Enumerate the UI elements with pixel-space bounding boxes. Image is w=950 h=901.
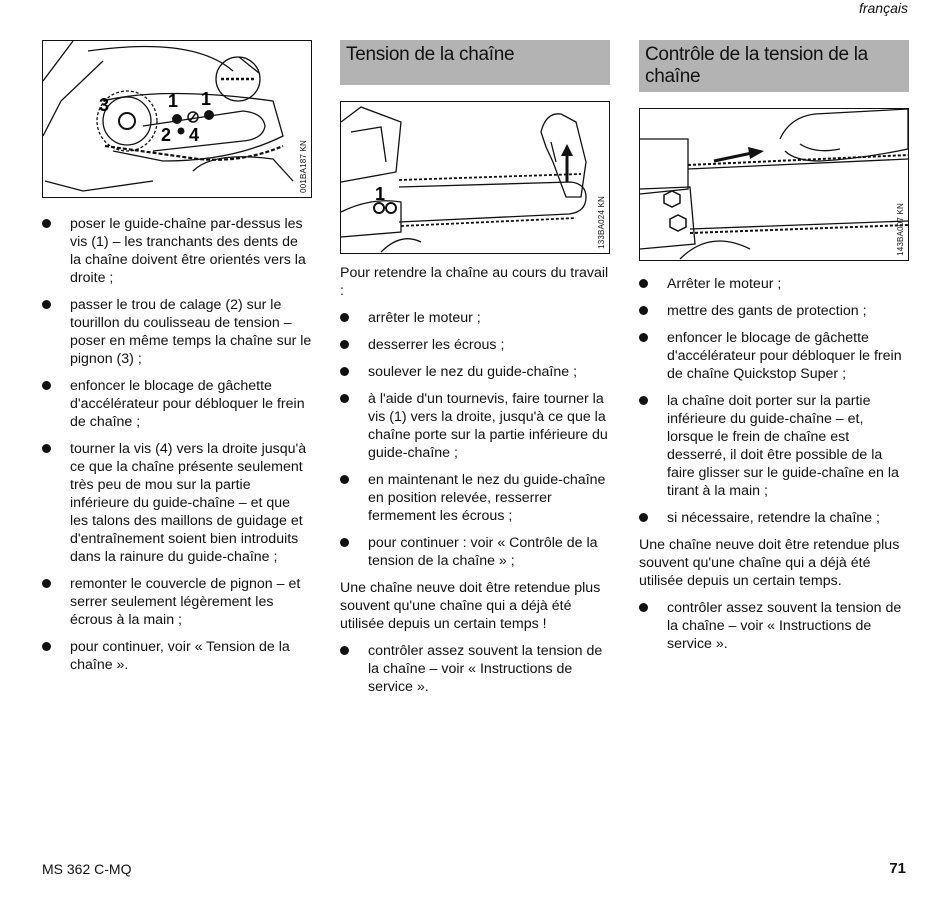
list-item: passer le trou de calage (2) sur le tourillon du coulisseau de tension – poser en même temps la chaîne sur le pignon (3) ; (42, 296, 312, 368)
list-item: enfoncer le blocage de gâchette d'accélérateur pour débloquer le frein de chaîne ; (42, 377, 312, 431)
list-item: remonter le couvercle de pignon – et serrer seulement légèrement les écrous à la main ; (42, 575, 312, 629)
bullet-icon (340, 475, 349, 484)
section-heading-tension: Tension de la chaîne (340, 40, 610, 85)
column-1 (42, 40, 312, 683)
figure-code: 143BA007 KN (896, 203, 905, 256)
bullet-icon (42, 300, 51, 309)
callout-2: 2 (161, 125, 172, 145)
bullet-icon (42, 642, 51, 651)
bullet-icon (639, 513, 648, 522)
callout-1: 1 (375, 184, 386, 204)
list-item: desserrer les écrous ; (340, 336, 610, 354)
column-3 (639, 40, 909, 662)
bullet-list (639, 275, 909, 527)
bullet-icon (639, 306, 648, 315)
check-tension-illustration (640, 109, 910, 262)
figure-code: 001BA187 KN (299, 140, 308, 193)
list-item: Arrêter le moteur ; (639, 275, 909, 293)
bullet-icon (639, 333, 648, 342)
callout-3: 3 (99, 95, 110, 115)
bullet-icon (340, 394, 349, 403)
list-item: contrôler assez souvent la tension de la chaîne – voir « Instructions de service ». (639, 599, 909, 653)
callout-4: 4 (189, 125, 200, 145)
callout-1a: 1 (168, 91, 179, 111)
figure-bar-mounting (42, 40, 312, 198)
list-item: tourner la vis (4) vers la droite jusqu'à ce que la chaîne présente seulement très peu de mou sur la partie inférieure du guide-chaîne – et que les talons des maillons de guidage et d'entraînement soient bien introduits dans la rainure du guide-chaîne ; (42, 440, 312, 566)
bullet-icon (42, 219, 51, 228)
bullet-icon (340, 340, 349, 349)
model-label: MS 362 C-MQ (42, 861, 132, 877)
tensioning-illustration (341, 102, 611, 255)
bar-mounting-illustration (43, 41, 313, 199)
bullet-icon (42, 579, 51, 588)
language-label: français (858, 0, 908, 16)
list-item: soulever le nez du guide-chaîne ; (340, 363, 610, 381)
list-item: mettre des gants de protection ; (639, 302, 909, 320)
list-item: pour continuer : voir « Contrôle de la tension de la chaîne » ; (340, 534, 610, 570)
note-text: Une chaîne neuve doit être retendue plus souvent qu'une chaîne qui a déjà été utilisée depuis un certain temps ! (340, 580, 601, 632)
bullet-icon (639, 279, 648, 288)
callout-1b: 1 (201, 89, 212, 109)
note-text: Une chaîne neuve doit être retendue plus souvent qu'une chaîne qui a déjà été utilisée depuis un certain temps. (639, 537, 900, 589)
bullet-icon (340, 367, 349, 376)
bullet-list (42, 215, 312, 674)
list-item: contrôler assez souvent la tension de la chaîne – voir « Instructions de service ». (340, 642, 610, 696)
list-item: poser le guide-chaîne par-dessus les vis (1) – les tranchants des dents de la chaîne doivent être orientés vers la droite ; (42, 215, 312, 287)
bullet-list-2 (340, 642, 610, 696)
bullet-icon (639, 603, 648, 612)
bullet-list-2 (639, 599, 909, 653)
section-heading-check: Contrôle de la tension de la chaîne (639, 40, 909, 92)
list-item: pour continuer, voir « Tension de la chaîne ». (42, 638, 312, 674)
list-item: en maintenant le nez du guide-chaîne en position relevée, resserrer fermement les écrous ; (340, 471, 610, 525)
list-item: à l'aide d'un tournevis, faire tourner la vis (1) vers la droite, jusqu'à ce que la chaîne porte sur la partie inférieure du guide-chaîne ; (340, 390, 610, 462)
list-item: arrêter le moteur ; (340, 309, 610, 327)
bullet-icon (340, 646, 349, 655)
figure-code: 133BA024 KN (597, 196, 606, 249)
bullet-icon (340, 313, 349, 322)
list-item: la chaîne doit porter sur la partie inférieure du guide-chaîne – et, lorsque le frein de chaîne est desserré, il doit être possible de la faire glisser sur le guide-chaîne en la tirant à la main ; (639, 392, 909, 500)
bullet-icon (42, 381, 51, 390)
figure-tensioning (340, 101, 610, 254)
bullet-icon (42, 444, 51, 453)
bullet-icon (340, 538, 349, 547)
intro-text: Pour retendre la chaîne au cours du travail : (340, 265, 609, 299)
column-2 (340, 40, 610, 705)
bullet-icon (639, 396, 648, 405)
bullet-list (340, 309, 610, 570)
figure-check-tension (639, 108, 909, 261)
page-number: 71 (889, 860, 906, 877)
list-item: si nécessaire, retendre la chaîne ; (639, 509, 909, 527)
list-item: enfoncer le blocage de gâchette d'accélérateur pour débloquer le frein de chaîne Quickstop Super ; (639, 329, 909, 383)
